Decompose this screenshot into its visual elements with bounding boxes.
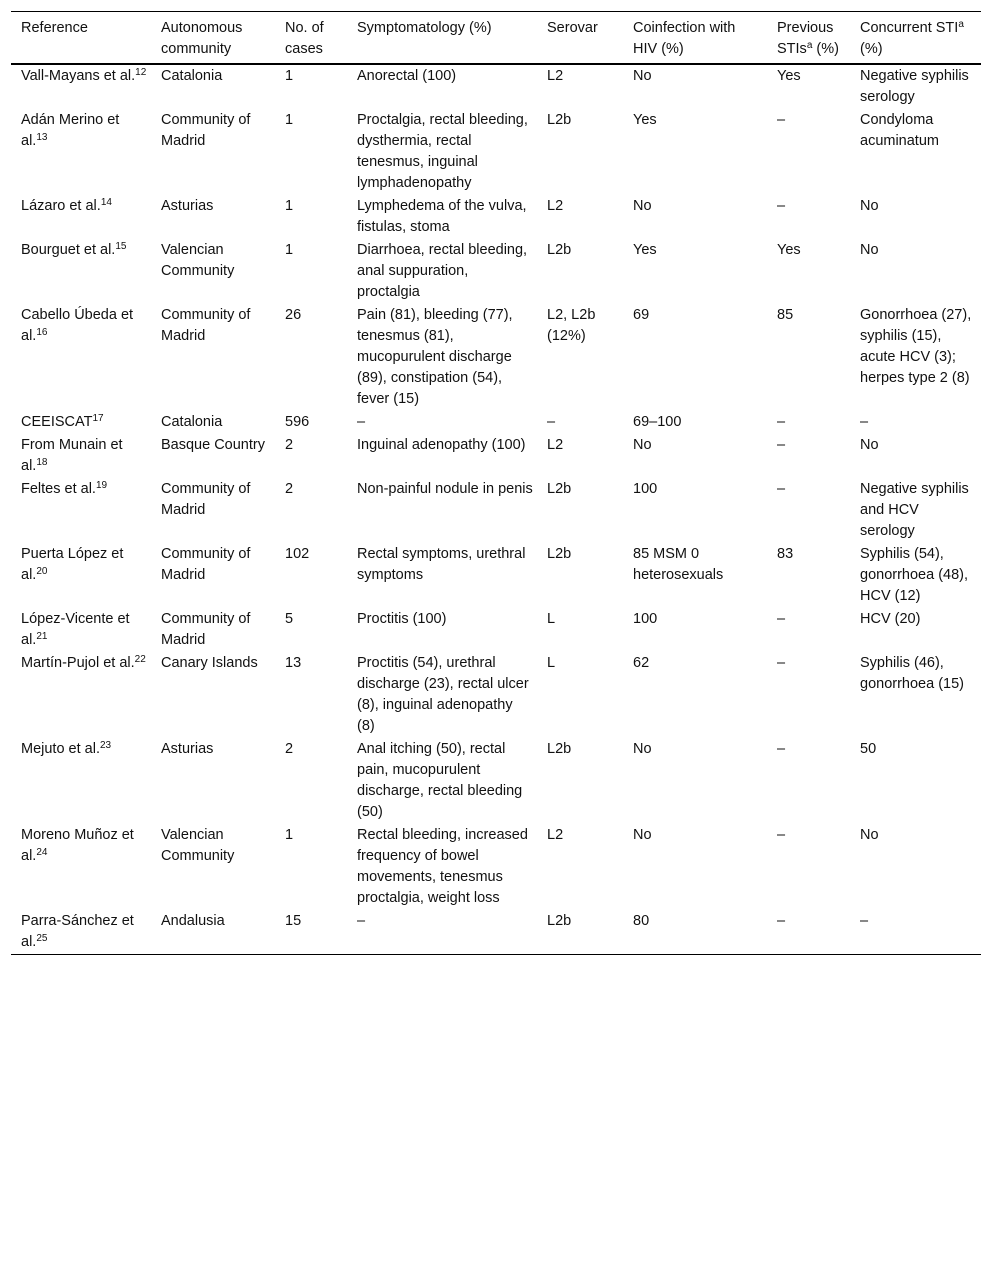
cell-community: Asturias [161,198,214,214]
cell-concurrent-sti: 50 [860,741,877,757]
cell-concurrent-sti: Condyloma acuminatum [860,112,939,149]
cell-reference: From Munain et al.$^{18}$ [21,437,123,474]
table-row [11,304,981,411]
cell-symptomatology: Inguinal adenopathy (100) [357,437,526,453]
cell-cases: 26 [285,307,302,323]
reference-number: 24 [36,847,48,858]
cell-previous-stis: – [777,437,786,453]
cell-community: Valencian Community [161,242,235,279]
table-row [11,109,981,195]
reference-number: 19 [95,480,108,491]
cell-cases: 2 [285,481,294,497]
cell-symptomatology: Rectal bleeding, increased frequency of bowel movements, tenesmus proctalgia, weight loss [357,827,528,906]
cell-cases: 1 [285,112,294,128]
cell-concurrent-sti: No [860,827,879,843]
reference-number: 18 [36,457,48,468]
cell-hiv-coinfection: 80 [633,913,650,929]
cell-symptomatology: – [357,913,366,929]
cell-previous-stis: – [777,414,786,430]
cell-reference: Vall-Mayans et al.$^{12}$ [21,67,147,84]
cell-symptomatology: Anorectal (100) [357,68,457,84]
cell-serovar: – [547,414,556,430]
cell-hiv-coinfection: No [633,198,652,214]
col-header-concurrent-sti: Concurrent STI$^a$ (%) [860,19,964,57]
cell-serovar: L2b [547,546,572,562]
cell-hiv-coinfection: 69–100 [633,414,682,430]
cell-community: Basque Country [161,437,265,453]
cell-symptomatology: Non-painful nodule in penis [357,481,533,497]
cell-previous-stis: – [777,112,786,128]
cell-previous-stis: 85 [777,307,794,323]
table-row [11,910,981,955]
cell-concurrent-sti: Negative syphilis serology [860,68,969,105]
cell-hiv-coinfection: No [633,741,652,757]
cell-concurrent-sti: No [860,198,879,214]
cell-symptomatology: Proctalgia, rectal bleeding, dysthermia, rectal tenesmus, inguinal lymphadenopathy [357,112,528,191]
cell-hiv-coinfection: No [633,68,652,84]
cell-reference: Bourguet et al.$^{15}$ [21,241,127,258]
reference-number: 21 [36,631,48,642]
col-header-previous-stis: Previous STIs$^a$ (%) [777,20,839,57]
cell-hiv-coinfection: 100 [633,611,658,627]
cell-concurrent-sti: Gonorrhoea (27), syphilis (15), acute HCV (3); herpes type 2 (8) [860,307,972,386]
cell-cases: 2 [285,741,294,757]
table-row [11,411,981,434]
footnote-marker: a [958,19,964,30]
cell-previous-stis: – [777,827,786,843]
cell-reference: Moreno Muñoz et al.$^{24}$ [21,827,134,864]
cell-community: Community of Madrid [161,112,251,149]
cell-symptomatology: Diarrhoea, rectal bleeding, anal suppuration, proctalgia [357,242,528,300]
reference-number: 13 [36,132,48,143]
cell-community: Community of Madrid [161,481,251,518]
cell-serovar: L [547,611,556,627]
table-row [11,64,981,109]
cell-hiv-coinfection: No [633,437,652,453]
table-row [11,478,981,543]
cell-community: Community of Madrid [161,546,251,583]
cell-serovar: L2 [547,198,564,214]
col-header-reference: Reference [21,20,88,36]
cell-serovar: L2b [547,741,572,757]
cell-symptomatology: – [357,414,366,430]
cell-previous-stis: – [777,611,786,627]
cell-cases: 596 [285,414,310,430]
cell-reference: Feltes et al.$^{19}$ [21,480,108,497]
table-row [11,652,981,738]
reference-number: 20 [36,566,48,577]
cell-serovar: L2, L2b (12%) [547,307,596,344]
cell-reference: Adán Merino et al.$^{13}$ [21,112,120,149]
table-body [11,64,981,955]
cell-reference: López-Vicente et al.$^{21}$ [21,611,130,648]
cell-symptomatology: Rectal symptoms, urethral symptoms [357,546,526,583]
reference-number: 12 [135,67,147,78]
table-row [11,824,981,910]
footnote-marker: a [806,40,813,51]
cell-concurrent-sti: No [860,242,879,258]
reference-number: 15 [115,241,127,252]
cell-concurrent-sti: HCV (20) [860,611,921,627]
cell-community: Canary Islands [161,655,258,671]
cell-hiv-coinfection: 62 [633,655,650,671]
reference-number: 23 [100,740,112,751]
cell-reference: Lázaro et al.$^{14}$ [21,197,112,214]
cell-previous-stis: – [777,198,786,214]
cell-community: Asturias [161,741,214,757]
cell-reference: Cabello Úbeda et al.$^{16}$ [21,307,134,344]
cell-reference: Parra-Sánchez et al.$^{25}$ [21,913,134,950]
table-row [11,608,981,652]
table-row [11,434,981,478]
cell-concurrent-sti: No [860,437,879,453]
cell-concurrent-sti: – [860,913,869,929]
cell-symptomatology: Pain (81), bleeding (77), tenesmus (81), mucopurulent discharge (89), constipation (54), fever (15) [357,307,513,407]
cell-hiv-coinfection: Yes [633,112,657,128]
cell-serovar: L2 [547,437,564,453]
cell-symptomatology: Anal itching (50), rectal pain, mucopurulent discharge, rectal bleeding (50) [357,741,523,820]
cell-previous-stis: – [777,913,786,929]
cell-symptomatology: Lymphedema of the vulva, fistulas, stoma [357,198,527,235]
cell-previous-stis: Yes [777,68,801,84]
cell-previous-stis: – [777,741,786,757]
cell-serovar: L2b [547,242,572,258]
col-header-hiv-coinfection: Coinfection with HIV (%) [633,20,736,57]
cell-hiv-coinfection: 85 MSM 0 heterosexuals [633,546,724,583]
cell-reference: CEEISCAT$^{17}$ [21,413,104,430]
reference-number: 25 [36,933,48,944]
cell-hiv-coinfection: Yes [633,242,657,258]
cell-cases: 1 [285,242,294,258]
table-row [11,239,981,304]
studies-table-container [11,11,981,955]
cell-previous-stis: – [777,481,786,497]
cell-previous-stis: Yes [777,242,801,258]
cell-hiv-coinfection: 69 [633,307,650,323]
cell-serovar: L2b [547,913,572,929]
cell-hiv-coinfection: 100 [633,481,658,497]
cell-community: Community of Madrid [161,611,251,648]
cell-cases: 13 [285,655,302,671]
cell-serovar: L2 [547,68,564,84]
cell-serovar: L2 [547,827,564,843]
cell-concurrent-sti: Syphilis (54), gonorrhoea (48), HCV (12) [860,546,969,604]
cell-symptomatology: Proctitis (54), urethral discharge (23), rectal ulcer (8), inguinal adenopathy (8) [357,655,529,734]
table-row [11,738,981,824]
cell-community: Andalusia [161,913,225,929]
cell-cases: 102 [285,546,310,562]
table-row [11,195,981,239]
cell-reference: Puerta López et al.$^{20}$ [21,546,124,583]
cell-cases: 1 [285,198,294,214]
cell-community: Valencian Community [161,827,235,864]
cell-concurrent-sti: – [860,414,869,430]
cell-community: Community of Madrid [161,307,251,344]
cell-previous-stis: – [777,655,786,671]
col-header-community: Autonomous community [161,20,243,57]
cell-cases: 5 [285,611,294,627]
cell-community: Catalonia [161,68,223,84]
table-row [11,543,981,608]
cell-cases: 1 [285,68,294,84]
cell-reference: Mejuto et al.$^{23}$ [21,740,112,757]
cell-previous-stis: 83 [777,546,794,562]
cell-serovar: L2b [547,481,572,497]
cell-serovar: L [547,655,556,671]
cell-cases: 15 [285,913,302,929]
cell-hiv-coinfection: No [633,827,652,843]
reference-number: 22 [134,654,146,665]
cell-symptomatology: Proctitis (100) [357,611,447,627]
col-header-serovar: Serovar [547,20,598,36]
cell-community: Catalonia [161,414,223,430]
col-header-cases: No. of cases [285,20,324,57]
col-header-symptomatology: Symptomatology (%) [357,20,492,36]
cell-concurrent-sti: Syphilis (46), gonorrhoea (15) [860,655,964,692]
reference-number: 16 [36,327,48,338]
reference-number: 17 [92,413,104,424]
studies-table [11,11,981,955]
cell-concurrent-sti: Negative syphilis and HCV serology [860,481,969,539]
cell-serovar: L2b [547,112,572,128]
reference-number: 14 [100,197,112,208]
cell-reference: Martín-Pujol et al.$^{22}$ [21,654,146,671]
cell-cases: 1 [285,827,294,843]
cell-cases: 2 [285,437,294,453]
header-row [11,12,981,65]
